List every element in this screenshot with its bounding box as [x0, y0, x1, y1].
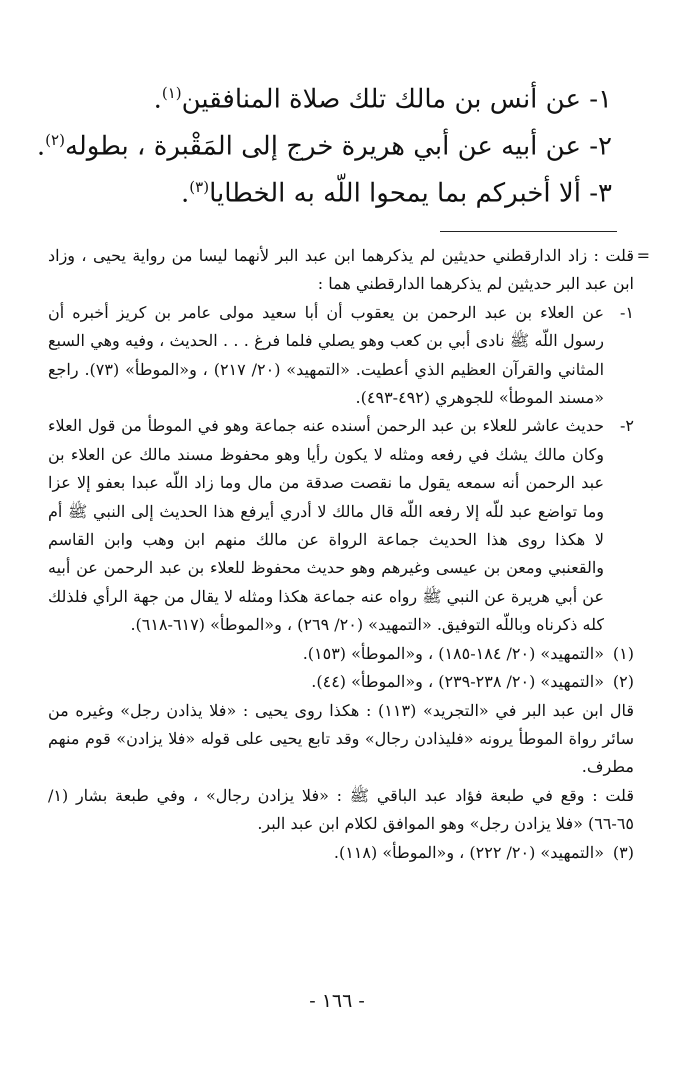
- main-line-text: ١- عن أنس بن مالك تلك صلاة المنافقين: [181, 84, 612, 115]
- footnote-ref[interactable]: (٢): [45, 131, 65, 149]
- footnote-separator: [440, 231, 617, 232]
- note-intro-text: قلت : زاد الدارقطني حديثين لم يذكرهما ابن عبد البر لأنهما ليسا من رواية يحيى ، وزاد ابن عبد البر حديثين لم يذكرهما الدارقطني هما :: [48, 246, 634, 294]
- item-text: حديث عاشر للعلاء بن عبد الرحمن أسنده عنه جماعة وهو في الموطأ من قول العلاء وكان مالك يشك في رفعه ومثله لا يكون رأيا وهو محفوظ مسند مالك عن العلاء بن عبد الرحمن أنه سمعه يقول ما نقصت صدقة من مال وما زاد اللّه عبدا بعفو إلا عزا وما تواضع عبد للّه إلا رفعه اللّه قال مالك لا أدري أيرفع هذا الحديث إلى النبي ﷺ أم لا هكذا روى هذا الحديث جماعة الرواة عن مالك منهم ابن وهب وابن القاسم والقعنبي ومعن بن عيسى وغيرهم وهو حديث محفوظ للعلاء بن عبد الرحمن عن أبيه عن أبي هريرة عن النبي ﷺ رواه عنه جماعة هكذا ومثله لا يقال من جهة الرأي فلذلك كله ذكرناه وباللّه التوفيق. «التمهيد» (٢٠/ ٢٦٩) ، و«الموطأ» (٦١٧-٦١٨).: [48, 416, 605, 635]
- continuation-mark: =: [636, 246, 650, 265]
- page-number: - ١٦٦ -: [309, 990, 365, 1012]
- main-line-2: [36, 117, 612, 164]
- footnote-ref[interactable]: (٣): [189, 178, 210, 196]
- footnote-number: (٣): [612, 842, 634, 862]
- item-text: عن العلاء بن عبد الرحمن بن يعقوب أن أبا سعيد مولى عامر بن كريز أخبره أن رسول اللّه ﷺ نادى أبي بن كعب وهو يصلي فلما فرغ . . . الحديث ، وفيه وهي السبع المثاني والقرآن العظيم الذي أعطيت. «التمهيد» (٢٠/ ٢١٧) ، و«الموطأ» (٧٣). راجع «مسند الموطأ» للجوهري (٤٩٢-٤٩٣).: [48, 302, 605, 408]
- footnotes: [48, 242, 650, 867]
- footnote-number: (١): [612, 643, 634, 663]
- line-end-period: .: [153, 84, 162, 115]
- main-line-text: ٢- عن أبيه عن أبي هريرة خرج إلى المَقْبرة ، بطوله: [64, 131, 612, 162]
- footnote-ref[interactable]: (١): [161, 84, 182, 102]
- line-end-period: .: [181, 178, 190, 209]
- footnote-2: [48, 668, 634, 696]
- footnote-text: «التمهيد» (٢٠/ ١٨٤-١٨٥) ، و«الموطأ» (١٥٣).: [302, 643, 604, 663]
- continued-note-intro: [48, 242, 650, 299]
- footnote-number: (٢): [612, 672, 634, 692]
- footnote-1: [48, 640, 634, 668]
- footnote-3: [48, 839, 634, 867]
- footnote-text: «التمهيد» (٢٠/ ٢٣٨-٢٣٩) ، و«الموطأ» (٤٤).: [311, 672, 604, 692]
- main-text: [36, 70, 612, 211]
- main-line-3: [150, 164, 612, 211]
- item-number: ١-: [620, 302, 634, 322]
- line-end-period: .: [36, 131, 46, 162]
- footnote-2-comment: قال ابن عبد البر في «التجريد» (١١٣) : هكذا روى يحيى : «فلا يذادن رجل» وغيره من سائر رواة الموطأ يرونه «فليذادن رجال» وقد تابع يحيى على قوله «فلا يزادن» قوم منهم مطرف.: [48, 700, 635, 777]
- item-number: ٢-: [620, 416, 634, 436]
- footnote-text: «التمهيد» (٢٠/ ٢٢٢) ، و«الموطأ» (١١٨).: [333, 842, 604, 862]
- note-item-2: [48, 412, 634, 639]
- main-line-1: [150, 70, 612, 117]
- main-line-text: ٣- ألا أخبركم بما يمحوا اللّه به الخطايا: [209, 178, 612, 209]
- footnote-2-note: قلت : وقع في طبعة فؤاد عبد الباقي ﷺ : «فلا يزادن رجال» ، وفي طبعة بشار (١/ ٦٥-٦٦) «فلا يزادن رجل» وهو الموافق لكلام ابن عبد البر.: [48, 785, 634, 834]
- note-item-1: [48, 299, 634, 413]
